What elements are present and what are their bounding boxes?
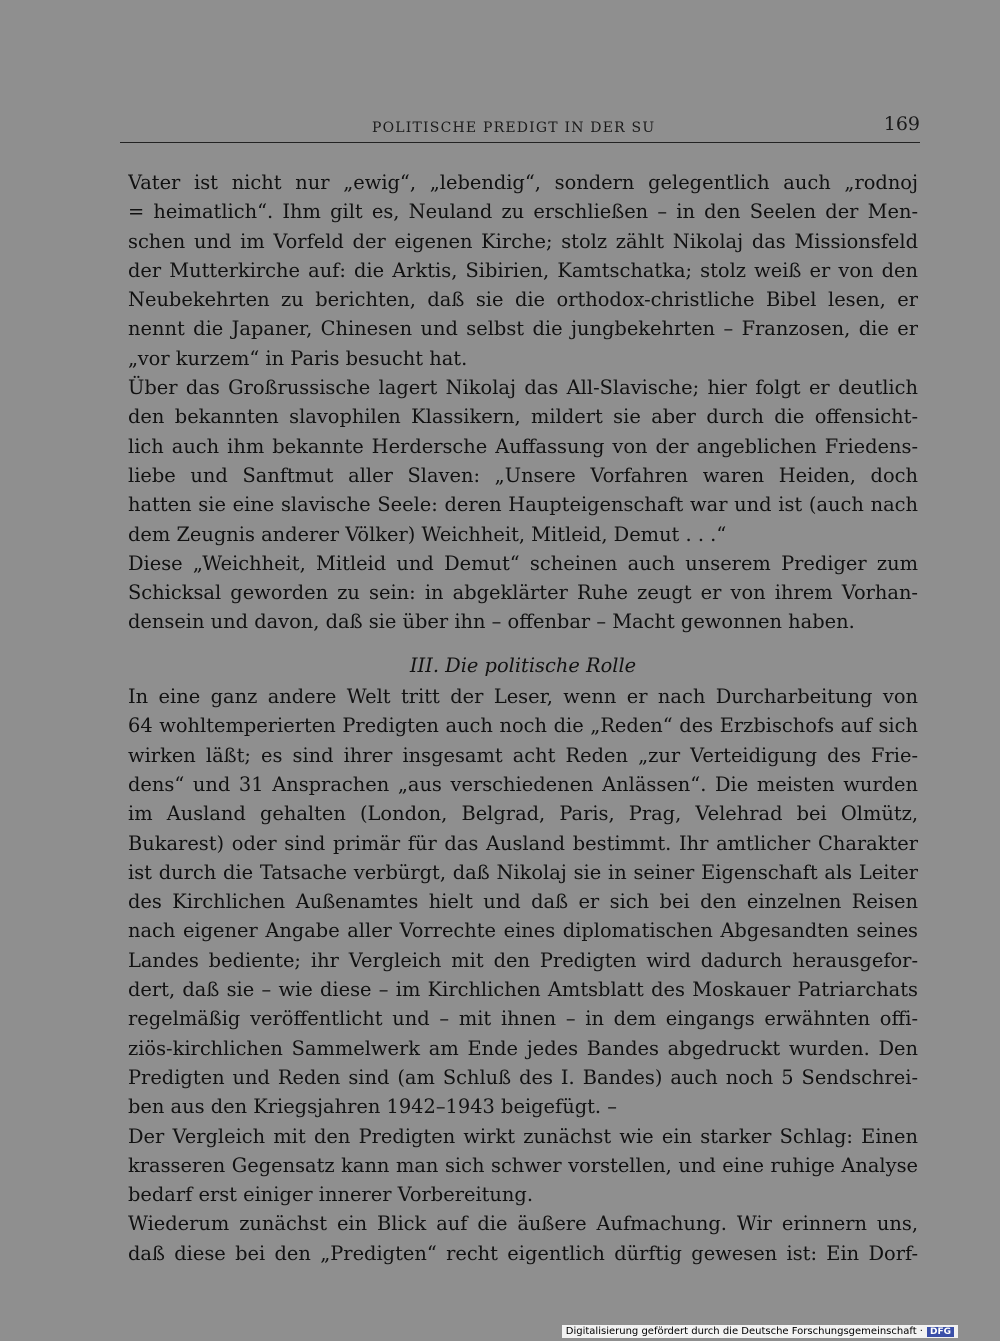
- page-header: [120, 113, 920, 143]
- page-number: 169: [883, 113, 920, 135]
- text-line: dem Zeugnis anderer Völker) Weichheit, Mitleid, Demut . . .“: [128, 522, 727, 546]
- text-line: daß diese bei den „Predigten“ recht eigentlich dürftig gewesen ist: Ein Dorf-: [128, 1241, 918, 1265]
- text-line: densein und davon, daß sie über ihn – offenbar – Macht gewonnen haben.: [128, 610, 855, 634]
- credit-text: Digitalisierung gefördert durch die Deutsche Forschungsgemeinschaft ·: [565, 1326, 923, 1337]
- header-rule: [120, 142, 920, 143]
- text-line: ziös-kirchlichen Sammelwerk am Ende jedes Bandes abgedruckt wurden. Den: [128, 1036, 918, 1060]
- text-line: schen und im Vorfeld der eigenen Kirche; stolz zählt Nikolaj das Missionsfeld: [128, 229, 918, 253]
- running-head: POLITISCHE PREDIGT IN DER SU: [372, 120, 656, 136]
- text-line: Predigten und Reden sind (am Schluß des I. Bandes) auch noch 5 Sendschrei-: [128, 1065, 918, 1089]
- dfg-logo: DFG: [927, 1327, 954, 1337]
- text-line: lich auch ihm bekannte Herdersche Auffassung von der angeblichen Friedens-: [128, 434, 918, 458]
- text-line: = heimatlich“. Ihm gilt es, Neuland zu erschließen – in den Seelen der Men-: [128, 200, 918, 224]
- text-line: Neubekehrten zu berichten, daß sie die orthodox-christliche Bibel lesen, er: [128, 288, 918, 312]
- text-line: krasseren Gegensatz kann man sich schwer vorstellen, und eine ruhige Analyse: [128, 1153, 918, 1177]
- text-line: Wiederum zunächst ein Blick auf die äußere Aufmachung. Wir erinnern uns,: [128, 1212, 918, 1236]
- text-line: In eine ganz andere Welt tritt der Leser, wenn er nach Durcharbeitung von: [128, 685, 918, 709]
- paragraph-6: [128, 1209, 918, 1268]
- paragraph-4: [128, 682, 918, 1121]
- text-line: regelmäßig veröffentlicht und – mit ihnen – in dem eingangs erwähnten offi-: [128, 1007, 918, 1031]
- digitization-credit: [562, 1325, 958, 1338]
- text-line: Der Vergleich mit den Predigten wirkt zunächst wie ein starker Schlag: Einen: [128, 1124, 918, 1148]
- text-line: Schicksal geworden zu sein: in abgeklärter Ruhe zeugt er von ihrem Vorhan-: [128, 581, 918, 605]
- section-heading: III. Die politische Rolle: [409, 653, 637, 677]
- text-line: Diese „Weichheit, Mitleid und Demut“ scheinen auch unserem Prediger zum: [128, 551, 918, 575]
- text-line: wirken läßt; es sind ihrer insgesamt acht Reden „zur Verteidigung des Frie-: [128, 743, 918, 767]
- text-line: Bukarest) oder sind primär für das Ausland bestimmt. Ihr amtlicher Charakter: [128, 831, 918, 855]
- text-line: den bekannten slavophilen Klassikern, mildert sie aber durch die offensicht-: [128, 405, 918, 429]
- body-text: [128, 168, 918, 1268]
- paragraph-3: [128, 549, 918, 637]
- paragraph-1: [128, 168, 918, 373]
- paragraph-5: [128, 1122, 918, 1210]
- text-line: „vor kurzem“ in Paris besucht hat.: [128, 346, 468, 370]
- text-line: 64 wohltemperierten Predigten auch noch die „Reden“ des Erzbischofs auf sich: [128, 714, 918, 738]
- text-line: der Mutterkirche auf: die Arktis, Sibirien, Kamtschatka; stolz weiß er von den: [128, 258, 918, 282]
- text-line: hatten sie eine slavische Seele: deren Haupteigenschaft war und ist (auch nach: [128, 493, 918, 517]
- text-line: ist durch die Tatsache verbürgt, daß Nikolaj sie in seiner Eigenschaft als Leiter: [128, 860, 918, 884]
- text-line: im Ausland gehalten (London, Belgrad, Paris, Prag, Velehrad bei Olmütz,: [128, 802, 918, 826]
- text-line: Über das Großrussische lagert Nikolaj das All-Slavische; hier folgt er deutlich: [128, 376, 918, 400]
- text-line: Landes bediente; ihr Vergleich mit den Predigten wird dadurch herausgefor-: [128, 948, 918, 972]
- text-line: bedarf erst einiger innerer Vorbereitung.: [128, 1183, 533, 1207]
- text-line: dert, daß sie – wie diese – im Kirchlichen Amtsblatt des Moskauer Patriarchats: [128, 978, 918, 1002]
- paragraph-2: [128, 373, 918, 549]
- text-line: dens“ und 31 Ansprachen „aus verschiedenen Anlässen“. Die meisten wurden: [128, 772, 918, 796]
- text-line: nennt die Japaner, Chinesen und selbst die jungbekehrten – Franzosen, die er: [128, 317, 918, 341]
- text-line: des Kirchlichen Außenamtes hielt und daß er sich bei den einzelnen Reisen: [128, 890, 918, 914]
- text-line: ben aus den Kriegsjahren 1942–1943 beigefügt. –: [128, 1095, 617, 1119]
- text-line: liebe und Sanftmut aller Slaven: „Unsere Vorfahren waren Heiden, doch: [128, 463, 918, 487]
- text-line: Vater ist nicht nur „ewig“, „lebendig“, sondern gelegentlich auch „rodnoj: [128, 171, 918, 194]
- text-line: nach eigener Angabe aller Vorrechte eines diplomatischen Abgesandten seines: [128, 919, 918, 943]
